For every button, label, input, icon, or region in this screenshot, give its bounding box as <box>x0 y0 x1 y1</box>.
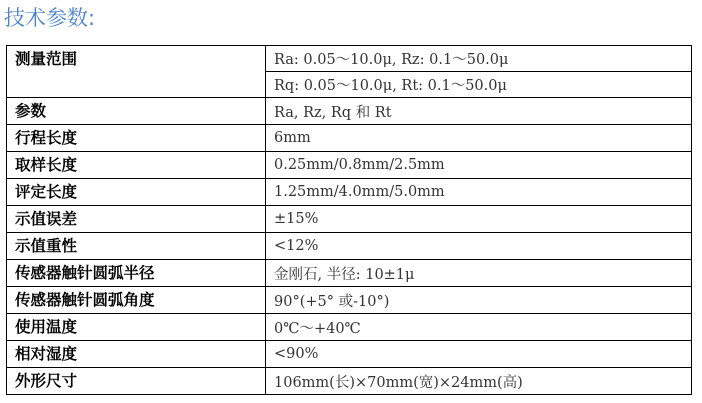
param-value: <90% <box>266 341 692 368</box>
param-label: 外形尺寸 <box>7 368 266 395</box>
table-row <box>7 368 692 395</box>
param-value: <12% <box>266 233 692 260</box>
param-label: 使用温度 <box>7 314 266 341</box>
param-value: Ra, Rz, Rq 和 Rt <box>266 98 692 125</box>
param-value: 6mm <box>266 125 692 152</box>
table-row <box>7 314 692 341</box>
param-label: 行程长度 <box>7 125 266 152</box>
table-row <box>7 125 692 152</box>
param-label: 相对湿度 <box>7 341 266 368</box>
param-label: 评定长度 <box>7 179 266 206</box>
param-label: 参数 <box>7 98 266 125</box>
param-value: ±15% <box>266 206 692 233</box>
param-label: 示值误差 <box>7 206 266 233</box>
param-value: 90°(+5° 或-10°) <box>266 287 692 314</box>
param-label: 测量范围 <box>7 46 266 98</box>
table-row <box>7 46 692 72</box>
param-value: 0.25mm/0.8mm/2.5mm <box>266 152 692 179</box>
table-row <box>7 341 692 368</box>
table-row <box>7 260 692 287</box>
param-value: 106mm(长)×70mm(宽)×24mm(高) <box>266 368 692 395</box>
param-value: 0℃～+40℃ <box>266 314 692 341</box>
param-value: Rq: 0.05～10.0μ, Rt: 0.1～50.0μ <box>266 72 692 98</box>
table-row <box>7 152 692 179</box>
table-row <box>7 287 692 314</box>
section-title: 技术参数: <box>4 6 96 30</box>
table-row <box>7 98 692 125</box>
param-value: Ra: 0.05～10.0μ, Rz: 0.1～50.0μ <box>266 46 692 72</box>
param-label: 示值重性 <box>7 233 266 260</box>
table-row <box>7 233 692 260</box>
table-row <box>7 179 692 206</box>
param-value: 1.25mm/4.0mm/5.0mm <box>266 179 692 206</box>
param-value: 金刚石, 半径: 10±1μ <box>266 260 692 287</box>
param-label: 取样长度 <box>7 152 266 179</box>
spec-table <box>6 45 692 395</box>
table-row <box>7 206 692 233</box>
param-label: 传感器触针圆弧半径 <box>7 260 266 287</box>
param-label: 传感器触针圆弧角度 <box>7 287 266 314</box>
